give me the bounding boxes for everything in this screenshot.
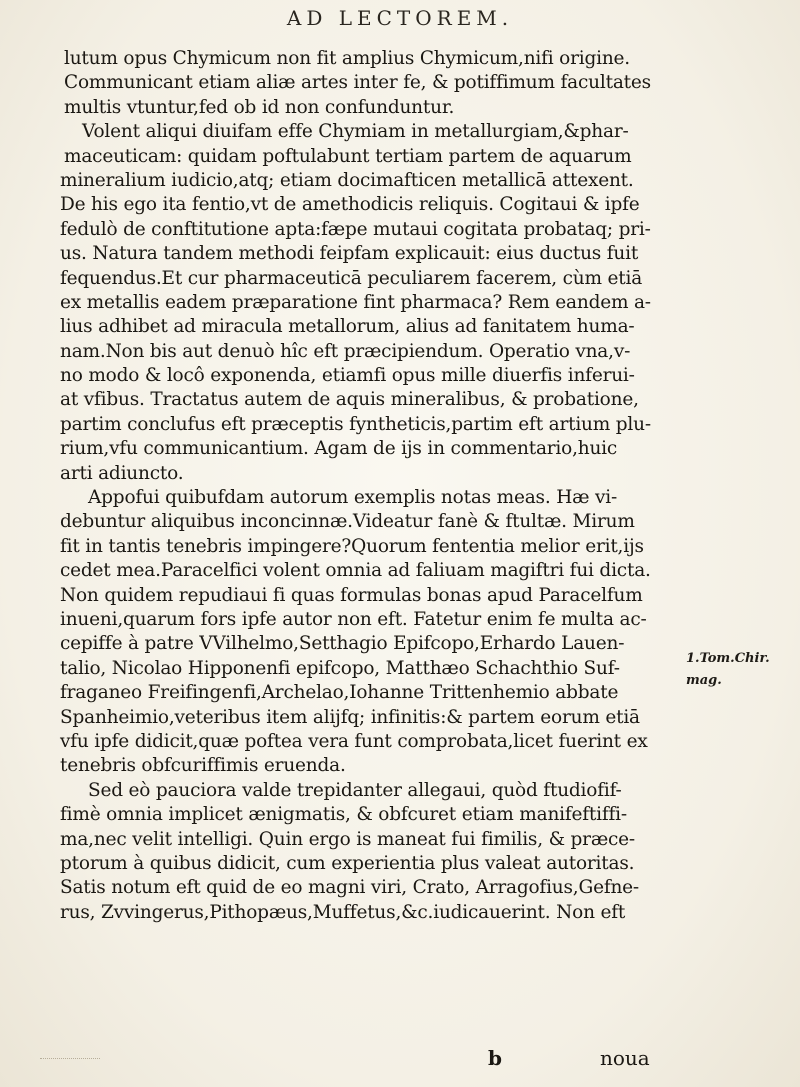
margin-note — [686, 648, 786, 692]
text-line: no modo & locô exponenda, etiamfi opus mille diuerfis inferui- — [60, 365, 635, 387]
text-line: fimè omnia implicet ænigmatis, & obfcuret etiam manifeftiffi- — [60, 804, 627, 826]
paragraph-start-line: Volent aliqui diuifam effe Chymiam in metallurgiam,&phar- — [82, 121, 629, 143]
text-line: fit in tantis tenebris impingere?Quorum fententia melior erit,ijs — [60, 535, 644, 557]
text-line: cedet mea.Paracelfici volent omnia ad faliuam magiftri fui dicta. — [60, 560, 651, 582]
text-line: Non quidem repudiaui fi quas formulas bonas apud Paracelfum — [60, 584, 643, 606]
text-line: mineralium iudicio,atq; etiam docimafticen metallicā attexent. — [60, 169, 634, 191]
text-line: Communicant etiam aliæ artes inter fe, & potiffimum facultates — [64, 72, 651, 94]
text-line: ptorum à quibus didicit, cum experientia plus valeat autoritas. — [60, 852, 635, 874]
text-line: inueni,quarum fors ipfe autor non eft. Fatetur enim fe multa ac- — [60, 608, 647, 630]
text-line: fraganeo Freifingenfi,Archelao,Iohanne Trittenhemio abbate — [60, 682, 619, 704]
text-line: ex metallis eadem præparatione fint pharmaca? Rem eandem a- — [60, 291, 651, 313]
margin-note-line: 1.Tom.Chir. — [686, 651, 770, 666]
text-line: Satis notum eft quid de eo magni viri, Crato, Arragofius,Gefne- — [60, 877, 639, 899]
text-line: multis vtuntur,fed ob id non confunduntur. — [64, 96, 455, 118]
page-stain — [40, 1048, 100, 1059]
text-line: nam.Non bis aut denuò hîc eft præcipiendum. Operatio vna,v- — [60, 340, 631, 362]
running-head: AD LECTOREM. — [286, 6, 514, 30]
text-line: Spanheimio,veteribus item alijfq; infinitis:& partem eorum etiā — [60, 706, 640, 728]
text-line: partim conclufus eft præceptis fyntheticis,partim eft artium plu- — [60, 413, 651, 435]
text-line: fedulò de conftitutione apta:fæpe mutaui cogitata probataq; pri- — [60, 218, 651, 240]
text-line: rium,vfu communicantium. Agam de ijs in commentario,huic — [60, 438, 618, 460]
signature-mark: b — [488, 1046, 502, 1070]
text-line: rus, Zvvingerus,Pithopæus,Muffetus,&c.iudicauerint. Non eft — [60, 901, 626, 923]
text-line: De his ego ita fentio,vt de amethodicis reliquis. Cogitaui & ipfe — [60, 194, 640, 216]
text-line: maceuticam: quidam poftulabunt tertiam partem de aquarum — [64, 145, 632, 167]
text-line: us. Natura tandem methodi feipfam explicauit: eius ductus fuit — [60, 243, 639, 265]
paragraph-start-line: Appofui quibufdam autorum exemplis notas meas. Hæ vi- — [88, 487, 618, 509]
margin-note-line: mag. — [686, 673, 722, 688]
paragraph-start-line: Sed eò pauciora valde trepidanter allegaui, quòd ftudiofif- — [88, 779, 622, 801]
text-line: fequendus.Et cur pharmaceuticā peculiarem facerem, cùm etiā — [60, 267, 643, 289]
text-line: tenebris obfcuriffimis eruenda. — [60, 755, 346, 777]
text-line: at vfibus. Tractatus autem de aquis mineralibus, & probatione, — [60, 389, 639, 411]
text-line: lius adhibet ad miracula metallorum, alius ad fanitatem huma- — [60, 316, 635, 338]
text-line: ma,nec velit intelligi. Quin ergo is maneat fui fimilis, & præce- — [60, 828, 635, 850]
text-line: talio, Nicolao Hipponenfi epifcopo, Matthæo Schachthio Suf- — [60, 657, 620, 679]
text-line: lutum opus Chymicum non fit amplius Chymicum,nifi origine. — [64, 48, 630, 69]
text-line: cepiffe à patre VVilhelmo,Setthagio Epifcopo,Erhardo Lauen- — [60, 633, 625, 655]
text-line: debuntur aliquibus inconcinnæ.Videatur fanè & ftultæ. Mirum — [60, 511, 635, 533]
catchword: noua — [600, 1046, 650, 1070]
body-text — [40, 47, 672, 925]
text-line: arti adiuncto. — [60, 462, 184, 484]
text-line: vfu ipfe didicit,quæ poftea vera funt comprobata,licet fuerint ex — [60, 730, 648, 752]
